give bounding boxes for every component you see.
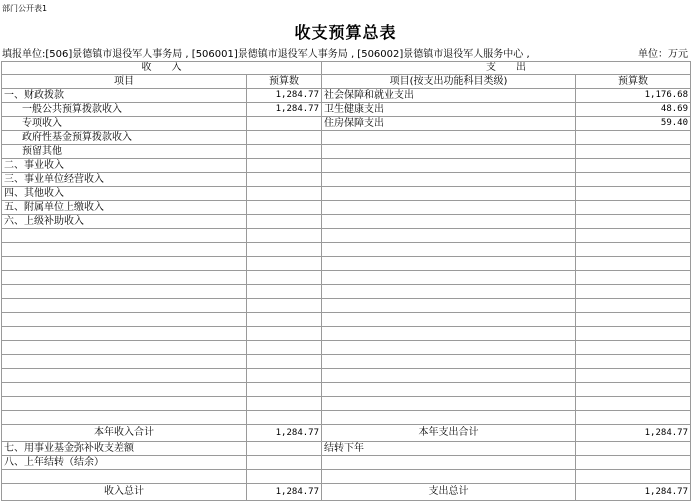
income-value (247, 159, 322, 173)
prior-year-label: 八、上年结转（结余） (2, 456, 247, 470)
income-group-header: 收 入 (2, 62, 322, 75)
income-value: 1,284.77 (247, 89, 322, 103)
reporting-unit: 填报单位:[506]景德镇市退役军人事务局 , [506001]景德镇市退役军人事务局 , [506002]景德镇市退役军人服务中心 , (2, 49, 530, 60)
expense-value (576, 173, 691, 187)
empty-row (2, 229, 691, 243)
expense-value: 59.40 (576, 117, 691, 131)
income-label: 政府性基金预算拨款收入 (2, 131, 247, 145)
expense-label: 社会保障和就业支出 (322, 89, 576, 103)
income-label: 一般公共预算拨款收入 (2, 103, 247, 117)
income-value (247, 215, 322, 229)
empty-row (2, 397, 691, 411)
table-row (2, 131, 691, 145)
income-label: 五、附属单位上缴收入 (2, 201, 247, 215)
expense-label (322, 145, 576, 159)
table-row (2, 103, 691, 117)
empty-row (2, 411, 691, 425)
col-header-income-budget: 预算数 (247, 75, 322, 89)
income-label: 预留其他 (2, 145, 247, 159)
table-row (2, 89, 691, 103)
expense-value: 48.69 (576, 103, 691, 117)
income-label: 三、事业单位经营收入 (2, 173, 247, 187)
year-expense-total-label: 本年支出合计 (322, 425, 576, 442)
income-value (247, 173, 322, 187)
col-header-income-item: 项目 (2, 75, 247, 89)
grand-total-row (2, 484, 691, 501)
income-value (247, 201, 322, 215)
expense-label (322, 173, 576, 187)
expense-value (576, 187, 691, 201)
income-grand-total-value: 1,284.77 (247, 484, 322, 501)
column-header-row (2, 75, 691, 89)
expense-label (322, 201, 576, 215)
income-value (247, 131, 322, 145)
budget-summary-table (1, 61, 691, 501)
table-row (2, 456, 691, 470)
expense-value (576, 145, 691, 159)
income-label: 专项收入 (2, 117, 247, 131)
table-row (2, 173, 691, 187)
table-row (2, 442, 691, 456)
empty-row (2, 299, 691, 313)
empty-row (2, 369, 691, 383)
empty-row (2, 341, 691, 355)
empty-row (2, 313, 691, 327)
year-expense-total-value: 1,284.77 (576, 425, 691, 442)
fund-supplement-label: 七、用事业基金弥补收支差额 (2, 442, 247, 456)
expense-value (576, 159, 691, 173)
expense-grand-total-label: 支出总计 (322, 484, 576, 501)
empty-row (2, 285, 691, 299)
table-row (2, 117, 691, 131)
expense-grand-total-value: 1,284.77 (576, 484, 691, 501)
expense-value (576, 131, 691, 145)
table-row (2, 145, 691, 159)
table-row (2, 187, 691, 201)
expense-group-header: 支 出 (322, 62, 691, 75)
col-header-expense-budget: 预算数 (576, 75, 691, 89)
year-income-total-label: 本年收入合计 (2, 425, 247, 442)
empty-row (2, 327, 691, 341)
expense-label (322, 215, 576, 229)
income-value (247, 145, 322, 159)
expense-label (322, 131, 576, 145)
income-value: 1,284.77 (247, 103, 322, 117)
expense-value: 1,176.68 (576, 89, 691, 103)
empty-row (2, 470, 691, 484)
income-label: 二、事业收入 (2, 159, 247, 173)
income-label: 一、财政拨款 (2, 89, 247, 103)
year-total-row (2, 425, 691, 442)
income-value (247, 117, 322, 131)
expense-label (322, 187, 576, 201)
income-label: 六、上级补助收入 (2, 215, 247, 229)
col-header-expense-item: 项目(按支出功能科目类级) (322, 75, 576, 89)
empty-row (2, 257, 691, 271)
empty-row (2, 383, 691, 397)
group-header-row (2, 62, 691, 75)
empty-row (2, 355, 691, 369)
expense-value (576, 201, 691, 215)
carry-forward-label: 结转下年 (322, 442, 576, 456)
table-number-label: 部门公开表1 (2, 4, 48, 13)
empty-row (2, 271, 691, 285)
income-grand-total-label: 收入总计 (2, 484, 247, 501)
expense-label: 住房保障支出 (322, 117, 576, 131)
table-row (2, 159, 691, 173)
expense-label: 卫生健康支出 (322, 103, 576, 117)
empty-row (2, 243, 691, 257)
expense-label (322, 159, 576, 173)
page-title: 收支预算总表 (294, 23, 397, 42)
table-row (2, 215, 691, 229)
income-label: 四、其他收入 (2, 187, 247, 201)
expense-value (576, 215, 691, 229)
year-income-total-value: 1,284.77 (247, 425, 322, 442)
currency-unit: 单位：万元 (638, 49, 688, 60)
income-value (247, 187, 322, 201)
table-row (2, 201, 691, 215)
